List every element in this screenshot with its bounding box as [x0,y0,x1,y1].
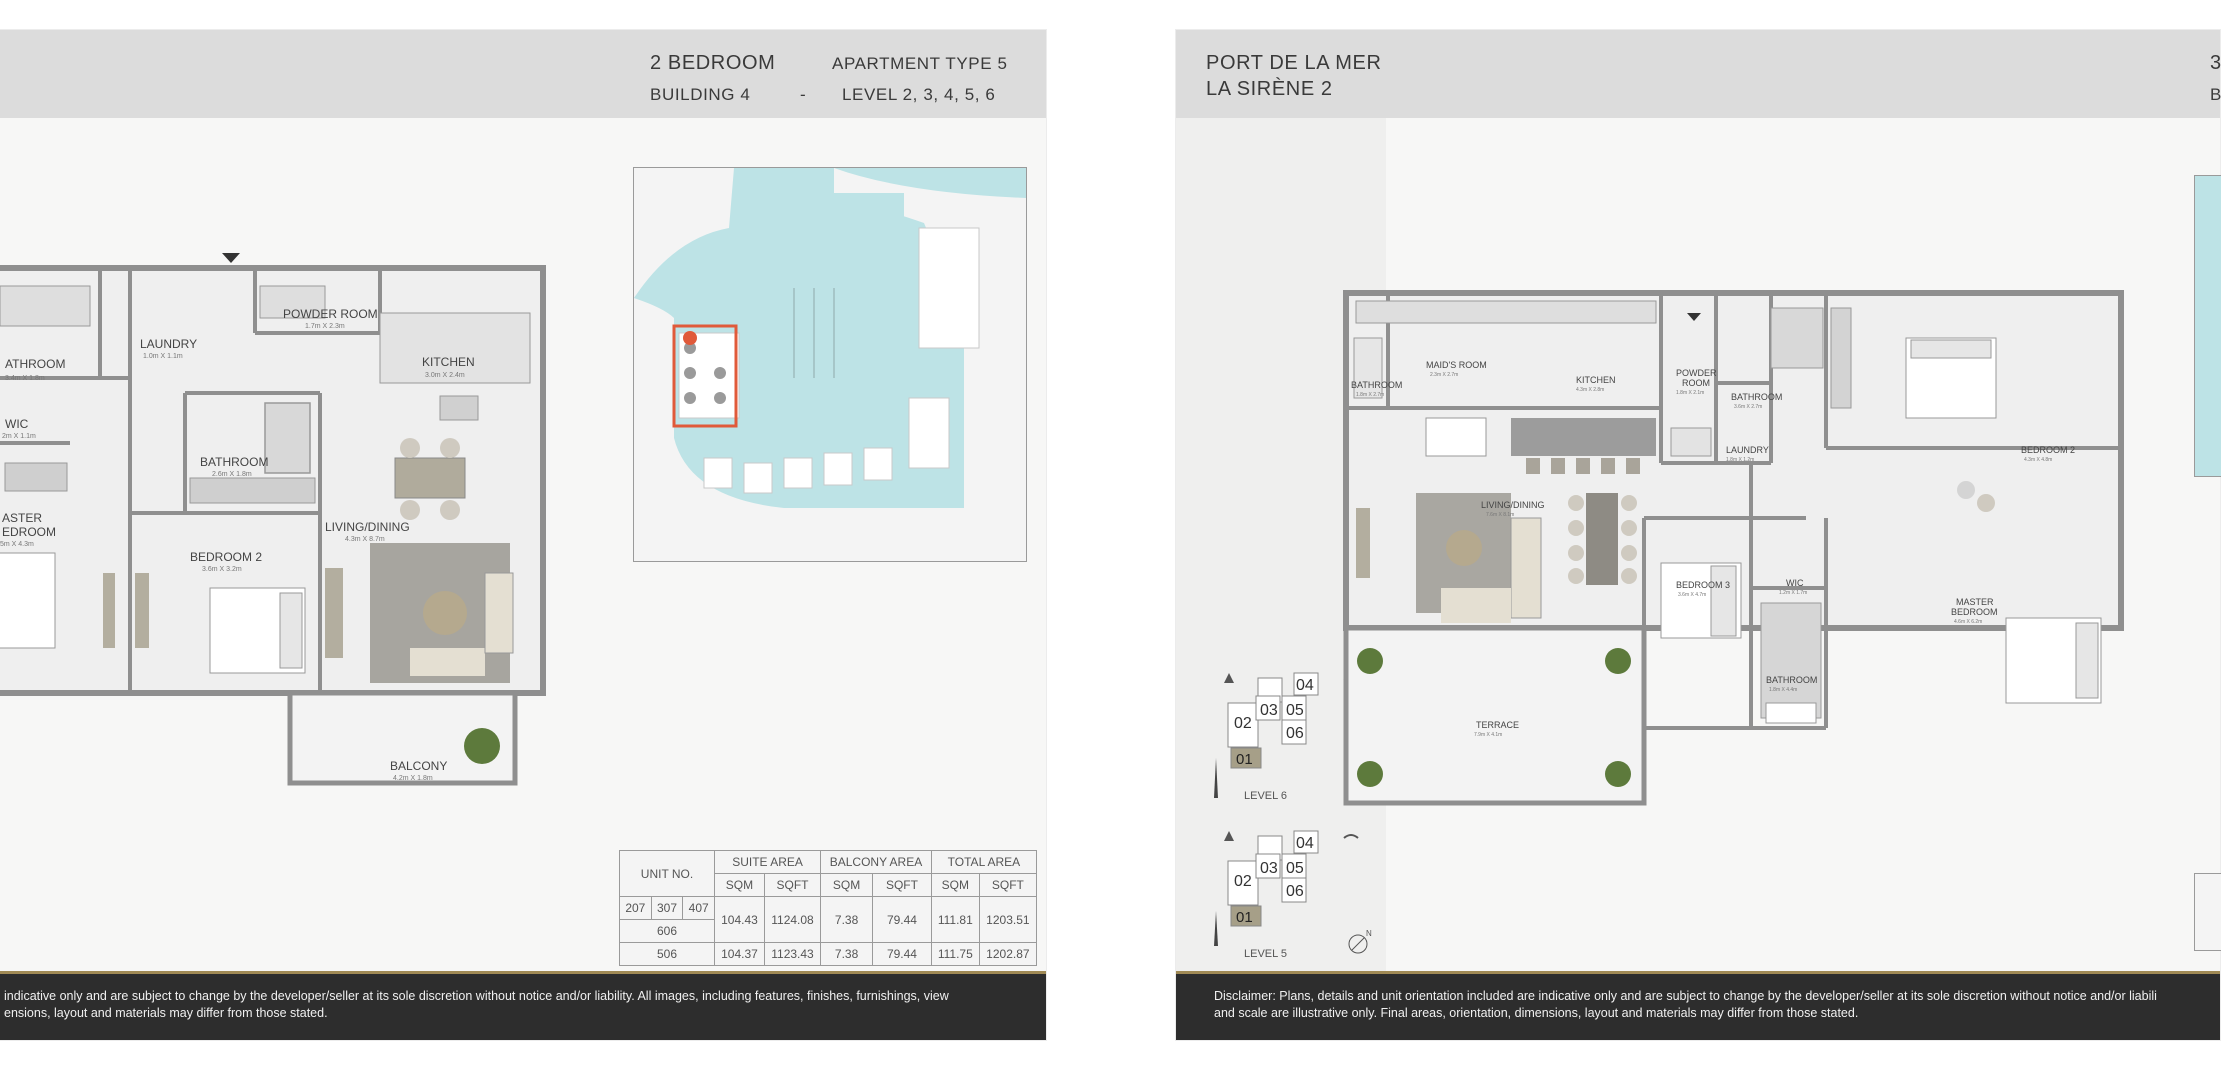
left-page [0,30,1046,1040]
disclaimer-text: indicative only and are subject to change by the developer/seller at its sole discretion without notice and/or liability. All images, including features, finishes, furnishings, view [4,989,949,1003]
room-label: LIVING/DINING [325,520,410,534]
dining-table [395,458,465,498]
left-header [0,30,1046,118]
room-label: ATHROOM [5,357,66,371]
left-disclaimer-bar [0,971,1046,1040]
svg-text:1.8m X 4.4m: 1.8m X 4.4m [1769,687,1798,693]
svg-text:N: N [1366,929,1372,938]
svg-text:02: 02 [1234,715,1252,732]
svg-text:01: 01 [1236,909,1253,926]
apartment-type: APARTMENT TYPE 5 [832,54,1008,73]
svg-text:7.6m X 8.1m: 7.6m X 8.1m [1486,512,1515,518]
entry-arrow-icon [222,253,240,263]
room-label: POWDER [1676,368,1717,378]
right-header [1176,30,2220,118]
floor-plan-left [0,118,620,878]
terrace-area [1346,628,1644,803]
balcony-area-header: BALCONY AREA [821,851,932,874]
north-arrow-icon [1349,929,1372,953]
plant-icon [1357,761,1383,787]
room-label: TERRACE [1476,720,1520,730]
plant-icon [464,728,500,764]
room-label: LAUNDRY [1726,445,1769,455]
svg-text:3.6m X 4.7m: 3.6m X 4.7m [1678,592,1707,598]
room-label: LAUNDRY [140,337,198,351]
building-label: BUILDING 4 [650,85,751,104]
svg-text:1.8m X 2.7m: 1.8m X 2.7m [1356,392,1385,398]
room-label: MAID'S ROOM [1426,360,1487,370]
svg-text:04: 04 [1296,835,1314,852]
room-label: BEDROOM 2 [2021,445,2076,455]
svg-text:3.6m X 3.2m: 3.6m X 3.2m [202,566,242,573]
areas-table-partial [2194,873,2221,951]
room-label: BATHROOM [200,455,269,469]
disclaimer-text: Disclaimer: Plans, details and unit orientation included are indicative only and are subject to change by the developer/seller at its sole discretion without notice and/or liabili [1214,989,2157,1003]
kitchen-island [1511,418,1656,456]
svg-text:05: 05 [1286,860,1304,877]
svg-text:06: 06 [1286,883,1304,900]
room-label: MASTER [1956,597,1994,607]
room-label: BATHROOM [1766,675,1818,685]
svg-text:3.4m X 1.8m: 3.4m X 1.8m [5,375,45,382]
room-label: BALCONY [390,759,448,773]
svg-text:1.0m X 1.1m: 1.0m X 1.1m [143,353,183,360]
svg-text:2m X 1.1m: 2m X 1.1m [2,433,36,440]
room-label: BATHROOM [1351,380,1403,390]
svg-text:1.2m X 1.7m: 1.2m X 1.7m [1779,590,1808,596]
room-label: KITCHEN [1576,375,1616,385]
room-label: BEDROOM 2 [190,550,263,564]
right-page [1176,30,2220,1040]
bed-icon [0,553,55,648]
room-label: LIVING/DINING [1481,500,1545,510]
svg-text:7.9m X 4.1m: 7.9m X 4.1m [1474,732,1503,738]
svg-text:4.2m X 1.8m: 4.2m X 1.8m [393,775,433,782]
header-cut-2: B [2210,85,2222,104]
location-map-partial [2194,175,2221,477]
bedroom-title: 2 BEDROOM [650,52,776,74]
svg-text:3.0m X 2.4m: 3.0m X 2.4m [425,372,465,379]
level-label: LEVEL 2, 3, 4, 5, 6 [842,85,996,104]
project-name: PORT DE LA MER [1206,52,1382,74]
svg-text:ROOM: ROOM [1682,378,1710,388]
svg-text:3.6m X 2.7m: 3.6m X 2.7m [1734,404,1763,410]
svg-text:4.3m X 2.8m: 4.3m X 2.8m [1576,387,1605,393]
svg-text:05: 05 [1286,702,1304,719]
svg-text:5m X 4.3m: 5m X 4.3m [0,541,34,548]
total-area-header: TOTAL AREA [931,851,1036,874]
unit-no-header: UNIT NO. [620,851,715,897]
level-5-label: LEVEL 5 [1244,948,1288,960]
svg-text:02: 02 [1234,873,1252,890]
svg-text:06: 06 [1286,725,1304,742]
svg-text:2.3m X 2.7m: 2.3m X 2.7m [1430,372,1459,378]
plant-icon [1605,648,1631,674]
room-label: WIC [1786,578,1804,588]
areas-table: UNIT NO. SUITE AREA BALCONY AREA TOTAL AREA SQM SQFT SQM SQFT SQM SQFT 207 307 407 104.43 1124.08 7.38 79.44 111.81 1203.51 606 506 104.37 1123.43 7.38 79.44 111.75 1202.87 [619,850,1037,966]
svg-text:2.6m X 1.8m: 2.6m X 1.8m [212,471,252,478]
svg-text:EDROOM: EDROOM [2,525,56,539]
dining-table [1586,493,1618,585]
suite-area-header: SUITE AREA [715,851,821,874]
table-row: 506 104.37 1123.43 7.38 79.44 111.75 1202.87 [620,943,1037,966]
key-plan-level-6 [1214,673,1358,802]
header-cut-1: 3 [2210,52,2222,74]
floor-plan-right [1351,118,2220,878]
location-map [633,167,1027,562]
svg-text:BEDROOM: BEDROOM [1951,607,1998,617]
plant-icon [1605,761,1631,787]
svg-text:4.3m X 8.7m: 4.3m X 8.7m [345,536,385,543]
svg-text:1.8m X 2.1m: 1.8m X 2.1m [1676,390,1705,396]
room-label: POWDER ROOM [283,307,378,321]
disclaimer-text-2: ensions, layout and materials may differ from those stated. [4,1006,328,1020]
svg-text:01: 01 [1236,751,1253,768]
building-name: LA SIRÈNE 2 [1206,78,1333,100]
room-label: ASTER [2,511,43,525]
level-6-label: LEVEL 6 [1244,790,1288,802]
svg-text:1.8m X 1.2m: 1.8m X 1.2m [1726,457,1755,463]
disclaimer-text-2: and scale are illustrative only. Final areas, orientation, dimensions, layout and materials may differ from those stated. [1214,1006,1859,1020]
plant-icon [1357,648,1383,674]
svg-text:04: 04 [1296,677,1314,694]
room-label: WIC [5,417,29,431]
svg-text:4.6m X 6.2m: 4.6m X 6.2m [1954,619,1983,625]
svg-text:1.7m X 2.3m: 1.7m X 2.3m [305,323,345,330]
svg-text:03: 03 [1260,702,1278,719]
svg-text:4.3m X 4.8m: 4.3m X 4.8m [2024,457,2053,463]
right-disclaimer-bar [1176,971,2220,1040]
table-row: 207 307 407 104.43 1124.08 7.38 79.44 111.81 1203.51 [620,897,1037,920]
header-dash: - [800,85,807,104]
room-label: KITCHEN [422,355,475,369]
svg-text:03: 03 [1260,860,1278,877]
room-label: BEDROOM 3 [1676,580,1731,590]
key-plan-level-5 [1214,831,1358,960]
room-label: BATHROOM [1731,392,1783,402]
